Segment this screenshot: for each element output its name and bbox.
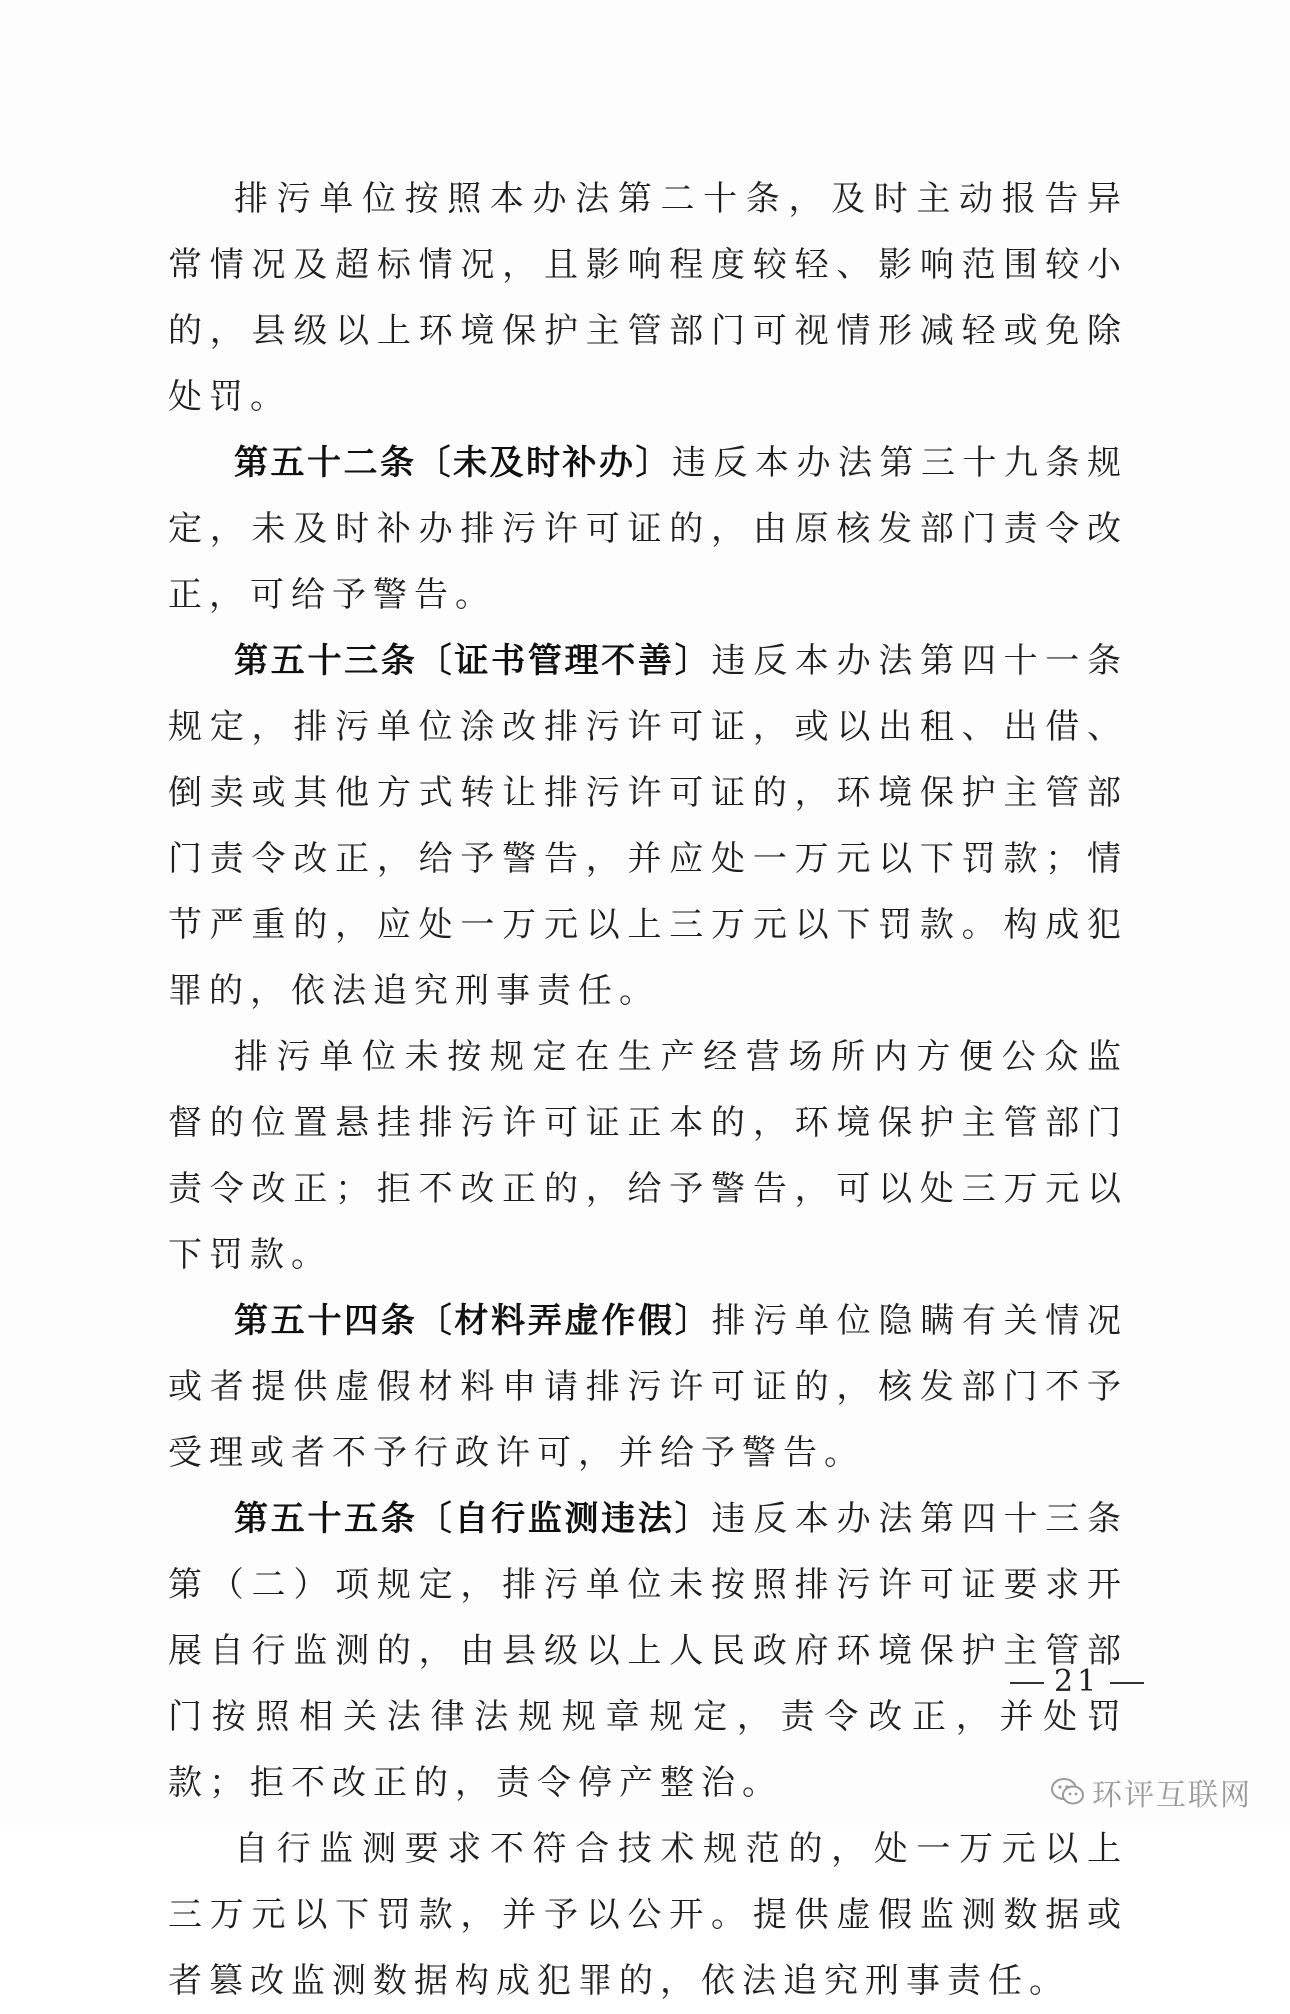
paragraph-text: 排污单位隐瞒有关情况或者提供虚假材料申请排污许可证的，核发部门不予受理或者不予行政许可，并给予警告。 (168, 1301, 1129, 1473)
document-body (168, 166, 1128, 2014)
paragraph-text: 自行监测要求不符合技术规范的，处一万元以上三万元以下罚款，并予以公开。提供虚假监测数据或者篡改监测数据构成犯罪的，依法追究刑事责任。 (168, 1829, 1128, 2001)
paragraph-text: 违反本办法第四十一条规定，排污单位涂改排污许可证，或以出租、出借、倒卖或其他方式转让排污许可证的，环境保护主管部门责令改正，给予警告，并应处一万元以下罚款；情节严重的，应处一万元以上三万元以下罚款。构成犯罪的，依法追究刑事责任。 (168, 641, 1129, 1011)
article-53 (168, 628, 1128, 1024)
wechat-icon (1050, 1776, 1086, 1808)
article-52 (168, 430, 1128, 628)
paragraph-1 (168, 166, 1128, 430)
article-title: 第五十二条〔未及时补办〕 (234, 443, 672, 483)
watermark-text: 环评互联网 (1092, 1778, 1252, 1813)
watermark (1050, 1770, 1252, 1814)
article-54 (168, 1288, 1128, 1486)
paragraph-text: 违反本办法第三十九条规定，未及时补办排污许可证的，由原核发部门责令改正，可给予警告。 (168, 443, 1128, 615)
article-title: 第五十三条〔证书管理不善〕 (234, 641, 712, 681)
dash-right (1110, 1682, 1144, 1684)
dash-left (1010, 1682, 1044, 1684)
paragraph-text: 排污单位未按规定在生产经营场所内方便公众监督的位置悬挂排污许可证正本的，环境保护主管部门责令改正；拒不改正的，给予警告，可以处三万元以下罚款。 (168, 1037, 1128, 1275)
page-number-value: 21 (1054, 1664, 1101, 1699)
paragraph-7 (168, 1816, 1128, 2014)
article-title: 第五十四条〔材料弄虚作假〕 (234, 1301, 712, 1341)
article-title: 第五十五条〔自行监测违法〕 (234, 1499, 712, 1539)
paragraph-text: 违反本办法第四十三条第（二）项规定，排污单位未按照排污许可证要求开展自行监测的，由县级以上人民政府环境保护主管部门按照相关法律法规规章规定，责令改正，并处罚款；拒不改正的，责令停产整治。 (168, 1499, 1129, 1803)
paragraph-4 (168, 1024, 1128, 1288)
page-number (1000, 1664, 1154, 1699)
article-55 (168, 1486, 1128, 1816)
paragraph-text: 排污单位按照本办法第二十条，及时主动报告异常情况及超标情况，且影响程度较轻、影响范围较小的，县级以上环境保护主管部门可视情形减轻或免除处罚。 (168, 179, 1128, 417)
